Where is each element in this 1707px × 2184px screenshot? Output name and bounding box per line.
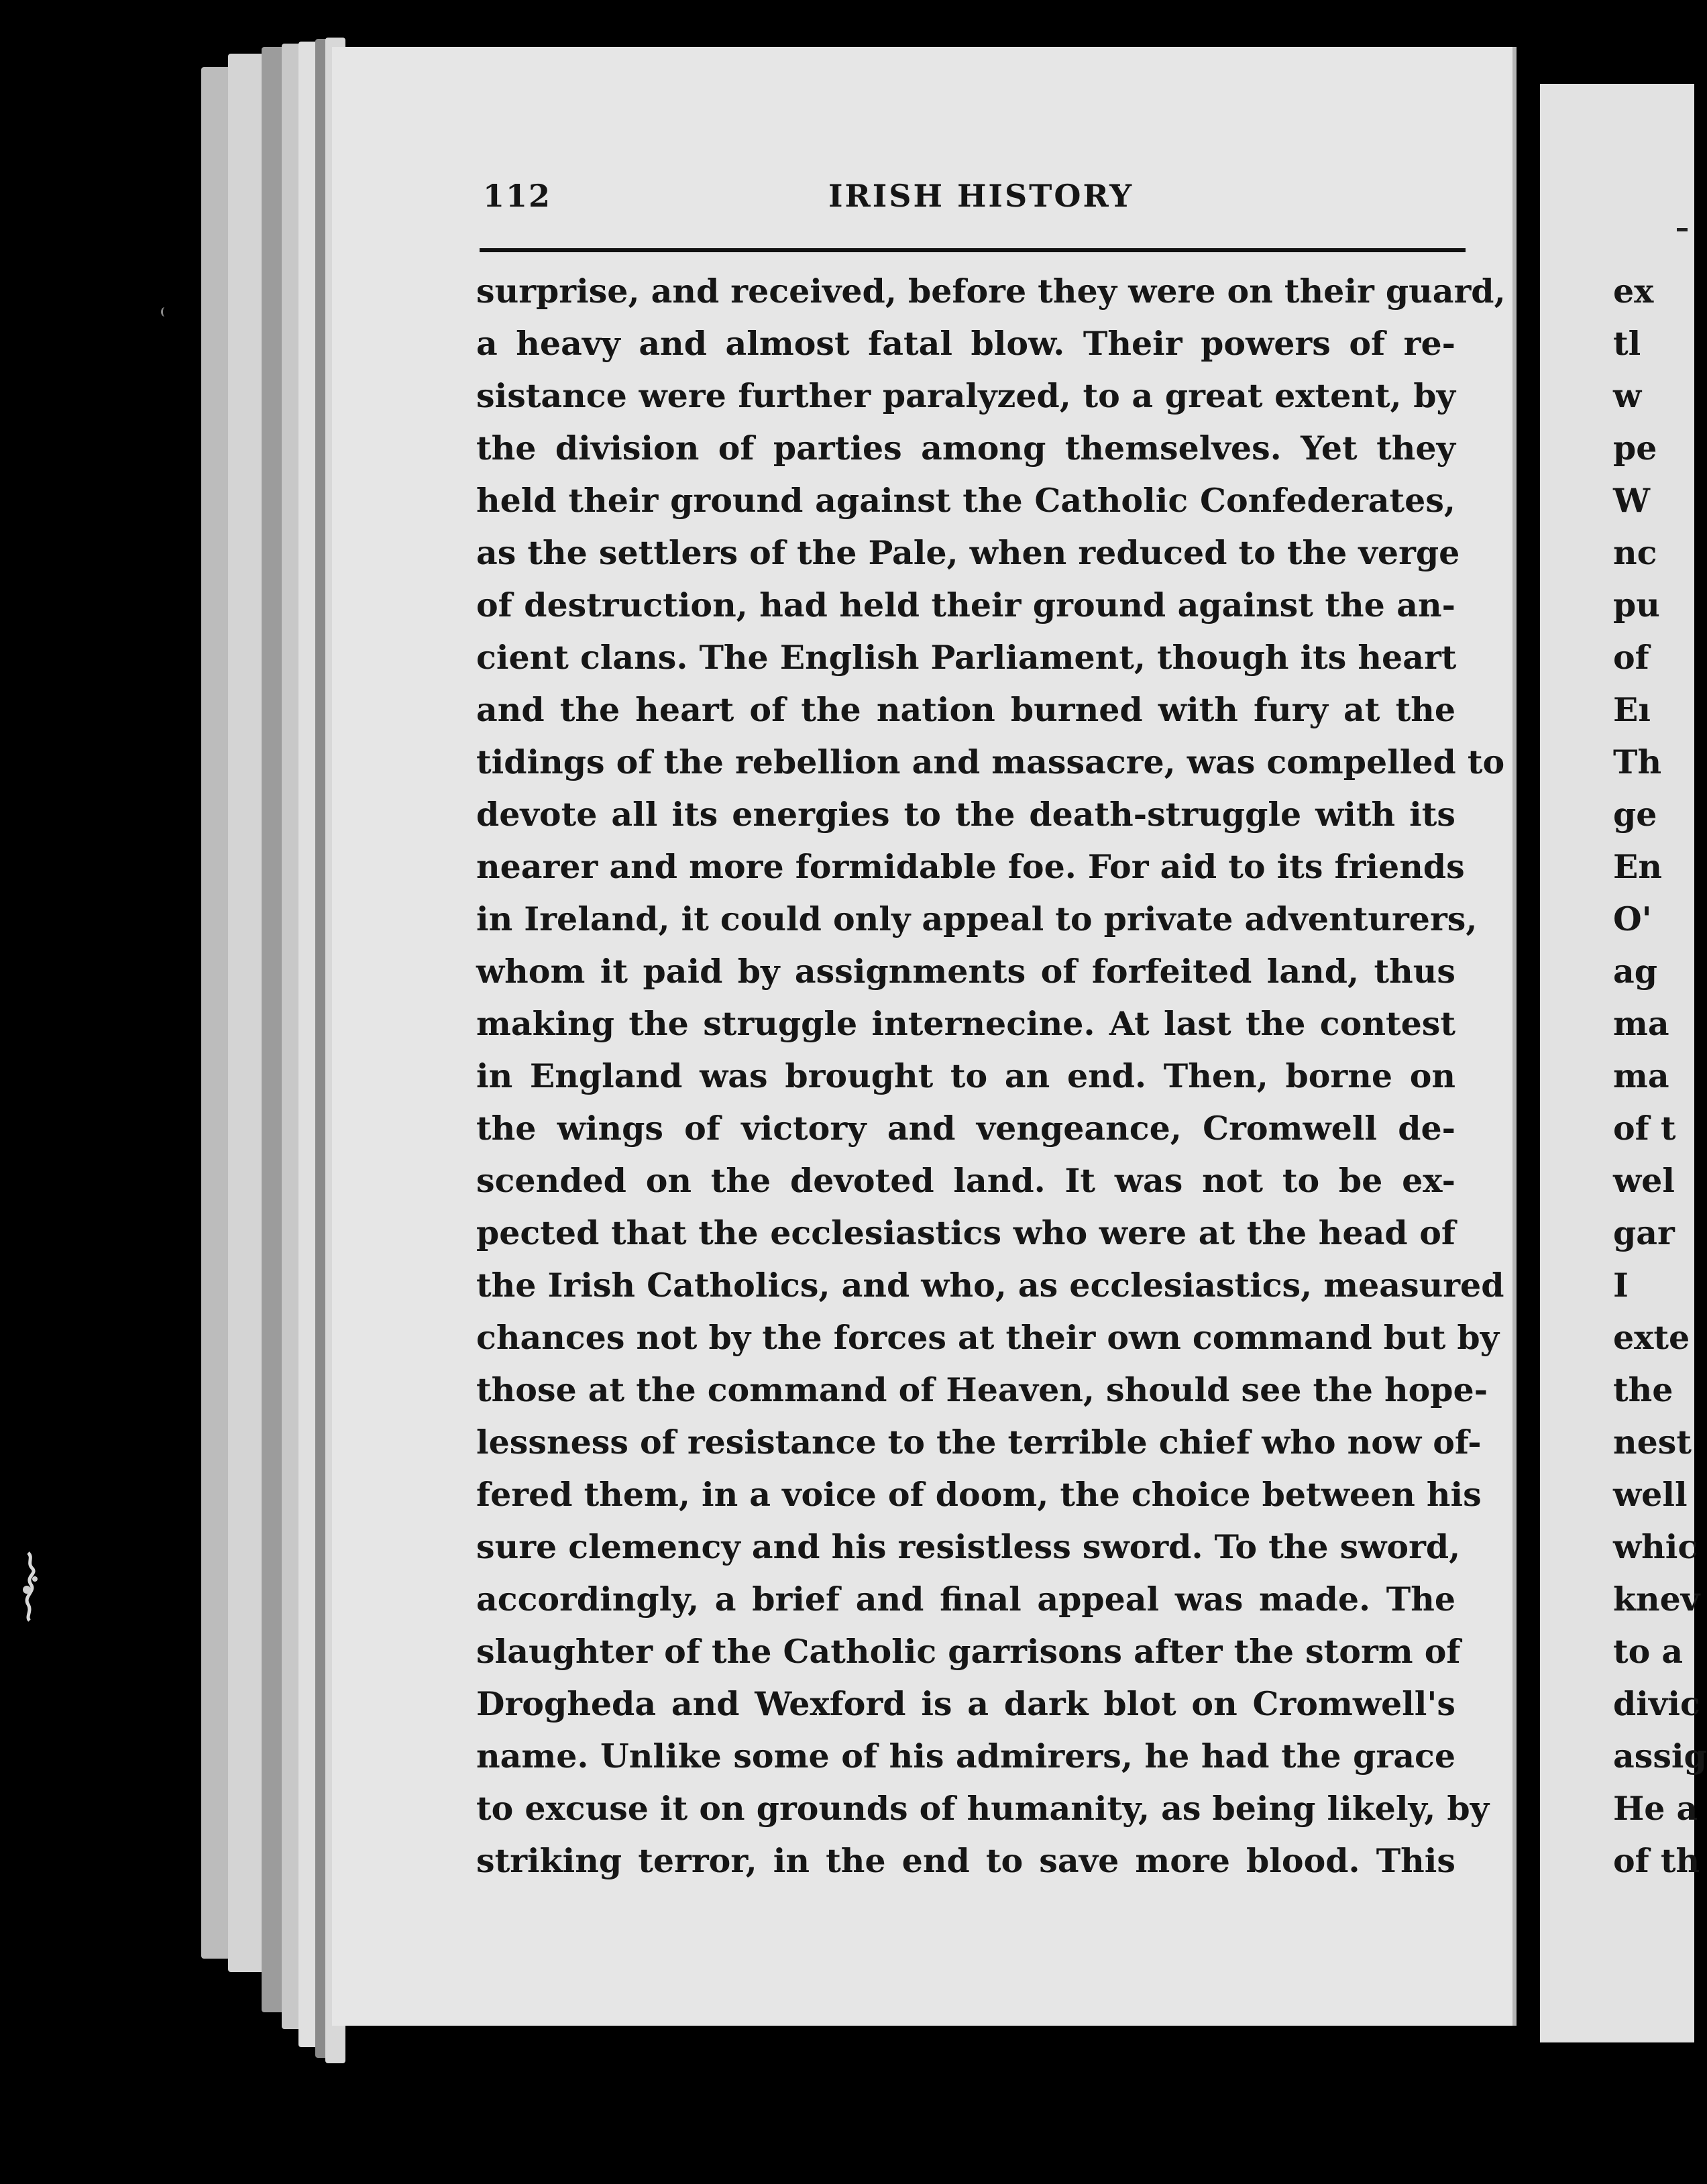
facing-page-line: of th xyxy=(1613,1841,1700,1880)
text-line: lessness of resistance to the terrible chief who now of- xyxy=(476,1423,1482,1462)
text-line: tidings of the rebellion and massacre, was compelled to xyxy=(476,743,1505,781)
facing-page-line: He a xyxy=(1613,1789,1698,1828)
facing-page-line: knev xyxy=(1613,1580,1700,1619)
text-line: held their ground against the Catholic Confederates, xyxy=(476,481,1455,520)
facing-page-line: gar xyxy=(1613,1213,1675,1252)
text-line: the division of parties among themselves. Yet they xyxy=(476,429,1455,468)
text-line: Drogheda and Wexford is a dark blot on Cromwell's xyxy=(476,1684,1455,1723)
text-line: those at the command of Heaven, should see the hope- xyxy=(476,1370,1488,1409)
text-line: a heavy and almost fatal blow. Their powers of re- xyxy=(476,324,1455,363)
facing-page-line: ex xyxy=(1613,272,1654,311)
text-line: in Ireland, it could only appeal to private adventurers, xyxy=(476,899,1478,938)
facing-page-line: assig xyxy=(1613,1737,1707,1776)
facing-page-line: of xyxy=(1613,638,1649,677)
text-line: the Irish Catholics, and who, as ecclesiastics, measured xyxy=(476,1266,1504,1305)
facing-page-line: exte xyxy=(1613,1318,1690,1357)
text-line: sure clemency and his resistless sword. To the sword, xyxy=(476,1527,1461,1566)
text-line: chances not by the forces at their own command but by xyxy=(476,1318,1500,1357)
text-line: in England was brought to an end. Then, borne on xyxy=(476,1056,1455,1095)
text-line: the wings of victory and vengeance, Cromwell de- xyxy=(476,1109,1455,1148)
text-line: name. Unlike some of his admirers, he had the grace xyxy=(476,1737,1455,1776)
facing-page-line: w xyxy=(1613,376,1642,415)
facing-page-line: ma xyxy=(1613,1056,1669,1095)
text-line: making the struggle internecine. At last the contest xyxy=(476,1004,1455,1043)
text-line: fered them, in a voice of doom, the choice between his xyxy=(476,1475,1482,1514)
facing-page-line: to a xyxy=(1613,1632,1684,1671)
text-line: nearer and more formidable foe. For aid to its friends xyxy=(476,847,1465,886)
page-number: 112 xyxy=(483,178,552,214)
facing-page-line: well xyxy=(1613,1475,1688,1514)
facing-page-line: O' xyxy=(1613,899,1652,938)
facing-page-line: ma xyxy=(1613,1004,1669,1043)
margin-ornament xyxy=(13,1549,47,1623)
facing-page-line: I xyxy=(1613,1266,1629,1305)
facing-page-line: ge xyxy=(1613,795,1657,834)
running-head xyxy=(151,127,1459,214)
text-line: devote all its energies to the death-struggle with its xyxy=(476,795,1455,834)
text-line: scended on the devoted land. It was not to be ex- xyxy=(476,1161,1455,1200)
text-line: and the heart of the nation burned with fury at the xyxy=(476,690,1455,729)
facing-page-line: Eı xyxy=(1613,690,1651,729)
text-line: surprise, and received, before they were on their guard, xyxy=(476,272,1506,311)
facing-page-line: W xyxy=(1613,481,1651,520)
text-line: pected that the ecclesiastics who were at the head of xyxy=(476,1213,1455,1252)
header-rule xyxy=(480,248,1466,252)
margin-speck xyxy=(161,307,168,317)
facing-page-dash xyxy=(1677,228,1688,231)
text-line: slaughter of the Catholic garrisons after the storm of xyxy=(476,1632,1461,1671)
text-line: sistance were further paralyzed, to a great extent, by xyxy=(476,376,1455,415)
text-line: cient clans. The English Parliament, though its heart xyxy=(476,638,1457,677)
text-line: of destruction, had held their ground against the an- xyxy=(476,586,1455,624)
facing-page-line: nc xyxy=(1613,533,1657,572)
facing-page-line: Th xyxy=(1613,743,1662,781)
facing-page-line: ag xyxy=(1613,952,1658,991)
text-line: as the settlers of the Pale, when reduced to the verge xyxy=(476,533,1460,572)
running-title: IRISH HISTORY xyxy=(828,178,1134,214)
facing-page-line: nest xyxy=(1613,1423,1692,1462)
facing-page-line: tl xyxy=(1613,324,1641,363)
text-line: whom it paid by assignments of forfeited land, thus xyxy=(476,952,1455,991)
facing-page-text xyxy=(1613,265,1707,1887)
text-line: striking terror, in the end to save more blood. This xyxy=(476,1841,1455,1880)
facing-page-line: pe xyxy=(1613,429,1657,468)
facing-page-line: En xyxy=(1613,847,1662,886)
text-line: accordingly, a brief and final appeal was made. The xyxy=(476,1580,1455,1619)
facing-page-line: of t xyxy=(1613,1109,1676,1148)
facing-page-line: the xyxy=(1613,1370,1673,1409)
facing-page-line: whic xyxy=(1613,1527,1698,1566)
facing-page-line: divic xyxy=(1613,1684,1700,1723)
body-text xyxy=(476,265,1506,1887)
facing-page-line: wel xyxy=(1613,1161,1675,1200)
text-line: to excuse it on grounds of humanity, as being likely, by xyxy=(476,1789,1490,1828)
facing-page-line: pu xyxy=(1613,586,1660,624)
